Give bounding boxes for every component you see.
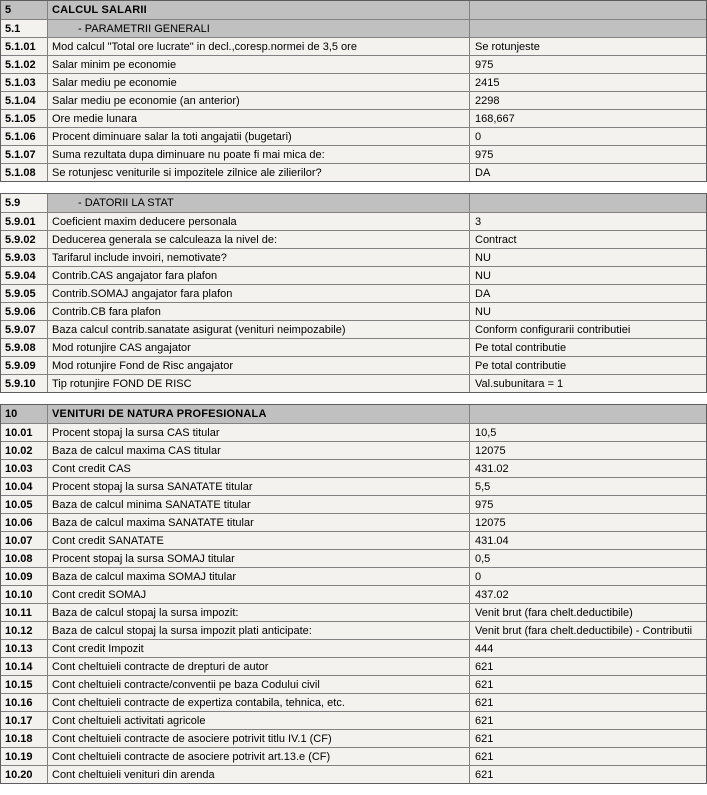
- constants-section: [0, 193, 707, 393]
- row-value: [470, 194, 706, 212]
- row-code: 10.16: [1, 694, 48, 711]
- row-code: 10.13: [1, 640, 48, 657]
- row-code: 10.20: [1, 766, 48, 783]
- table-row[interactable]: [1, 374, 706, 392]
- row-label: Contrib.CAS angajator fara plafon: [48, 267, 470, 284]
- row-label: Deducerea generala se calculeaza la nivel de:: [48, 231, 470, 248]
- section-header-row[interactable]: [1, 19, 706, 37]
- row-value[interactable]: DA: [470, 164, 706, 181]
- constants-section: [0, 404, 707, 784]
- row-value[interactable]: 12075: [470, 442, 706, 459]
- table-row[interactable]: [1, 320, 706, 338]
- row-code: 5.1.01: [1, 38, 48, 55]
- row-value[interactable]: 621: [470, 766, 706, 783]
- row-value[interactable]: 10,5: [470, 424, 706, 441]
- row-label: Procent stopaj la sursa SANATATE titular: [48, 478, 470, 495]
- table-row[interactable]: [1, 302, 706, 320]
- row-value: [470, 405, 706, 423]
- table-row[interactable]: [1, 549, 706, 567]
- row-label: Cont cheltuieli contracte de drepturi de autor: [48, 658, 470, 675]
- row-value[interactable]: DA: [470, 285, 706, 302]
- constants-section: [0, 0, 707, 182]
- row-label: Salar minim pe economie: [48, 56, 470, 73]
- row-code: 10.07: [1, 532, 48, 549]
- row-value[interactable]: 2415: [470, 74, 706, 91]
- row-label: Procent stopaj la sursa CAS titular: [48, 424, 470, 441]
- table-row[interactable]: [1, 266, 706, 284]
- row-label: Cont cheltuieli contracte de expertiza contabila, tehnica, etc.: [48, 694, 470, 711]
- row-label: Cont credit SANATATE: [48, 532, 470, 549]
- row-code: 10.01: [1, 424, 48, 441]
- row-code: 5.1.03: [1, 74, 48, 91]
- row-code: 5.9.04: [1, 267, 48, 284]
- row-value[interactable]: Contract: [470, 231, 706, 248]
- table-row[interactable]: [1, 55, 706, 73]
- section-header-row[interactable]: [1, 1, 706, 19]
- row-label: Mod calcul "Total ore lucrate" in decl.,coresp.normei de 3,5 ore: [48, 38, 470, 55]
- row-value[interactable]: 621: [470, 730, 706, 747]
- row-code: 5.1.08: [1, 164, 48, 181]
- row-label: Procent diminuare salar la toti angajatii (bugetari): [48, 128, 470, 145]
- row-code: 10.03: [1, 460, 48, 477]
- row-value: [470, 1, 706, 19]
- table-row[interactable]: [1, 567, 706, 585]
- row-value[interactable]: NU: [470, 267, 706, 284]
- row-value[interactable]: 437.02: [470, 586, 706, 603]
- row-value[interactable]: 168,667: [470, 110, 706, 127]
- table-row[interactable]: [1, 765, 706, 783]
- row-value[interactable]: 0: [470, 128, 706, 145]
- table-row[interactable]: [1, 729, 706, 747]
- row-code: 5.1.04: [1, 92, 48, 109]
- row-label: Cont credit SOMAJ: [48, 586, 470, 603]
- table-row[interactable]: [1, 284, 706, 302]
- table-row[interactable]: [1, 639, 706, 657]
- table-row[interactable]: [1, 230, 706, 248]
- row-value[interactable]: 975: [470, 496, 706, 513]
- row-label: Baza de calcul stopaj la sursa impozit:: [48, 604, 470, 621]
- row-value[interactable]: Venit brut (fara chelt.deductibile): [470, 604, 706, 621]
- table-row[interactable]: [1, 693, 706, 711]
- row-label: Cont credit Impozit: [48, 640, 470, 657]
- table-row[interactable]: [1, 73, 706, 91]
- row-label: Baza de calcul minima SANATATE titular: [48, 496, 470, 513]
- table-row[interactable]: [1, 127, 706, 145]
- row-code: 10.09: [1, 568, 48, 585]
- table-row[interactable]: [1, 477, 706, 495]
- row-code: 5: [1, 1, 48, 19]
- row-label: Contrib.CB fara plafon: [48, 303, 470, 320]
- row-label: CALCUL SALARII: [48, 1, 470, 19]
- row-label: Ore medie lunara: [48, 110, 470, 127]
- table-row[interactable]: [1, 585, 706, 603]
- row-label: Baza de calcul stopaj la sursa impozit plati anticipate:: [48, 622, 470, 639]
- row-value[interactable]: Se rotunjeste: [470, 38, 706, 55]
- row-code: 10.05: [1, 496, 48, 513]
- row-label: Tarifarul include invoiri, nemotivate?: [48, 249, 470, 266]
- table-row[interactable]: [1, 163, 706, 181]
- row-label: Cont cheltuieli venituri din arenda: [48, 766, 470, 783]
- row-value[interactable]: 3: [470, 213, 706, 230]
- row-code: 5.9.03: [1, 249, 48, 266]
- table-row[interactable]: [1, 37, 706, 55]
- section-header-row[interactable]: [1, 194, 706, 212]
- row-label: - DATORII LA STAT: [48, 194, 470, 212]
- table-row[interactable]: [1, 248, 706, 266]
- table-row[interactable]: [1, 657, 706, 675]
- row-value[interactable]: 975: [470, 146, 706, 163]
- row-code: 10.06: [1, 514, 48, 531]
- table-row[interactable]: [1, 621, 706, 639]
- row-label: Salar mediu pe economie (an anterior): [48, 92, 470, 109]
- row-label: Baza de calcul maxima CAS titular: [48, 442, 470, 459]
- row-code: 5.1.07: [1, 146, 48, 163]
- table-row[interactable]: [1, 212, 706, 230]
- table-row[interactable]: [1, 711, 706, 729]
- row-code: 5.9.10: [1, 375, 48, 392]
- row-label: Coeficient maxim deducere personala: [48, 213, 470, 230]
- table-row[interactable]: [1, 531, 706, 549]
- row-value[interactable]: Val.subunitara = 1: [470, 375, 706, 392]
- row-code: 10.11: [1, 604, 48, 621]
- row-code: 10.04: [1, 478, 48, 495]
- row-code: 10.19: [1, 748, 48, 765]
- row-label: Salar mediu pe economie: [48, 74, 470, 91]
- row-value[interactable]: Pe total contributie: [470, 357, 706, 374]
- row-code: 5.9.05: [1, 285, 48, 302]
- row-label: Mod rotunjire Fond de Risc angajator: [48, 357, 470, 374]
- row-label: Cont cheltuieli contracte/conventii pe baza Codului civil: [48, 676, 470, 693]
- row-value[interactable]: 621: [470, 712, 706, 729]
- row-value[interactable]: 975: [470, 56, 706, 73]
- row-code: 10.17: [1, 712, 48, 729]
- row-code: 5.1.02: [1, 56, 48, 73]
- row-code: 10.02: [1, 442, 48, 459]
- row-code: 10.10: [1, 586, 48, 603]
- table-row[interactable]: [1, 109, 706, 127]
- row-label: Mod rotunjire CAS angajator: [48, 339, 470, 356]
- row-label: Cont cheltuieli activitati agricole: [48, 712, 470, 729]
- row-label: Tip rotunjire FOND DE RISC: [48, 375, 470, 392]
- row-value[interactable]: Pe total contributie: [470, 339, 706, 356]
- row-code: 5.9.08: [1, 339, 48, 356]
- table-row[interactable]: [1, 441, 706, 459]
- row-code: 5.9.06: [1, 303, 48, 320]
- row-value[interactable]: NU: [470, 303, 706, 320]
- row-value[interactable]: 0,5: [470, 550, 706, 567]
- row-label: - PARAMETRII GENERALI: [48, 20, 470, 37]
- row-code: 10.15: [1, 676, 48, 693]
- row-label: Cont credit CAS: [48, 460, 470, 477]
- row-value[interactable]: 621: [470, 676, 706, 693]
- row-value[interactable]: NU: [470, 249, 706, 266]
- row-label: Baza calcul contrib.sanatate asigurat (venituri neimpozabile): [48, 321, 470, 338]
- row-code: 5.1: [1, 20, 48, 37]
- row-value[interactable]: Conform configurarii contributiei: [470, 321, 706, 338]
- row-code: 10: [1, 405, 48, 423]
- row-code: 5.9.01: [1, 213, 48, 230]
- table-row[interactable]: [1, 145, 706, 163]
- table-row[interactable]: [1, 459, 706, 477]
- table-row[interactable]: [1, 356, 706, 374]
- table-row[interactable]: [1, 91, 706, 109]
- row-value[interactable]: Venit brut (fara chelt.deductibile) - Contributii: [470, 622, 706, 639]
- row-label: Suma rezultata dupa diminuare nu poate fi mai mica de:: [48, 146, 470, 163]
- table-row[interactable]: [1, 423, 706, 441]
- row-code: 5.9.09: [1, 357, 48, 374]
- row-value: [470, 20, 706, 37]
- row-value[interactable]: 12075: [470, 514, 706, 531]
- row-label: Contrib.SOMAJ angajator fara plafon: [48, 285, 470, 302]
- table-row[interactable]: [1, 338, 706, 356]
- row-value[interactable]: 444: [470, 640, 706, 657]
- row-value[interactable]: 0: [470, 568, 706, 585]
- section-header-row[interactable]: [1, 405, 706, 423]
- row-code: 10.14: [1, 658, 48, 675]
- row-code: 5.9.02: [1, 231, 48, 248]
- row-label: Cont cheltuieli contracte de asociere potrivit art.13.e (CF): [48, 748, 470, 765]
- row-value[interactable]: 431.02: [470, 460, 706, 477]
- row-value[interactable]: 621: [470, 748, 706, 765]
- row-value[interactable]: 431.04: [470, 532, 706, 549]
- row-label: Baza de calcul maxima SANATATE titular: [48, 514, 470, 531]
- row-label: VENITURI DE NATURA PROFESIONALA: [48, 405, 470, 423]
- row-code: 5.1.05: [1, 110, 48, 127]
- row-value[interactable]: 2298: [470, 92, 706, 109]
- row-code: 5.9.07: [1, 321, 48, 338]
- row-value[interactable]: 621: [470, 658, 706, 675]
- row-label: Se rotunjesc veniturile si impozitele zilnice ale zilierilor?: [48, 164, 470, 181]
- row-value[interactable]: 5,5: [470, 478, 706, 495]
- table-row[interactable]: [1, 513, 706, 531]
- table-row[interactable]: [1, 675, 706, 693]
- table-row[interactable]: [1, 603, 706, 621]
- row-value[interactable]: 621: [470, 694, 706, 711]
- row-code: 5.1.06: [1, 128, 48, 145]
- table-row[interactable]: [1, 495, 706, 513]
- table-row[interactable]: [1, 747, 706, 765]
- row-label: Procent stopaj la sursa SOMAJ titular: [48, 550, 470, 567]
- row-code: 10.08: [1, 550, 48, 567]
- row-code: 10.18: [1, 730, 48, 747]
- row-label: Baza de calcul maxima SOMAJ titular: [48, 568, 470, 585]
- row-label: Cont cheltuieli contracte de asociere potrivit titlu IV.1 (CF): [48, 730, 470, 747]
- row-code: 5.9: [1, 194, 48, 212]
- row-code: 10.12: [1, 622, 48, 639]
